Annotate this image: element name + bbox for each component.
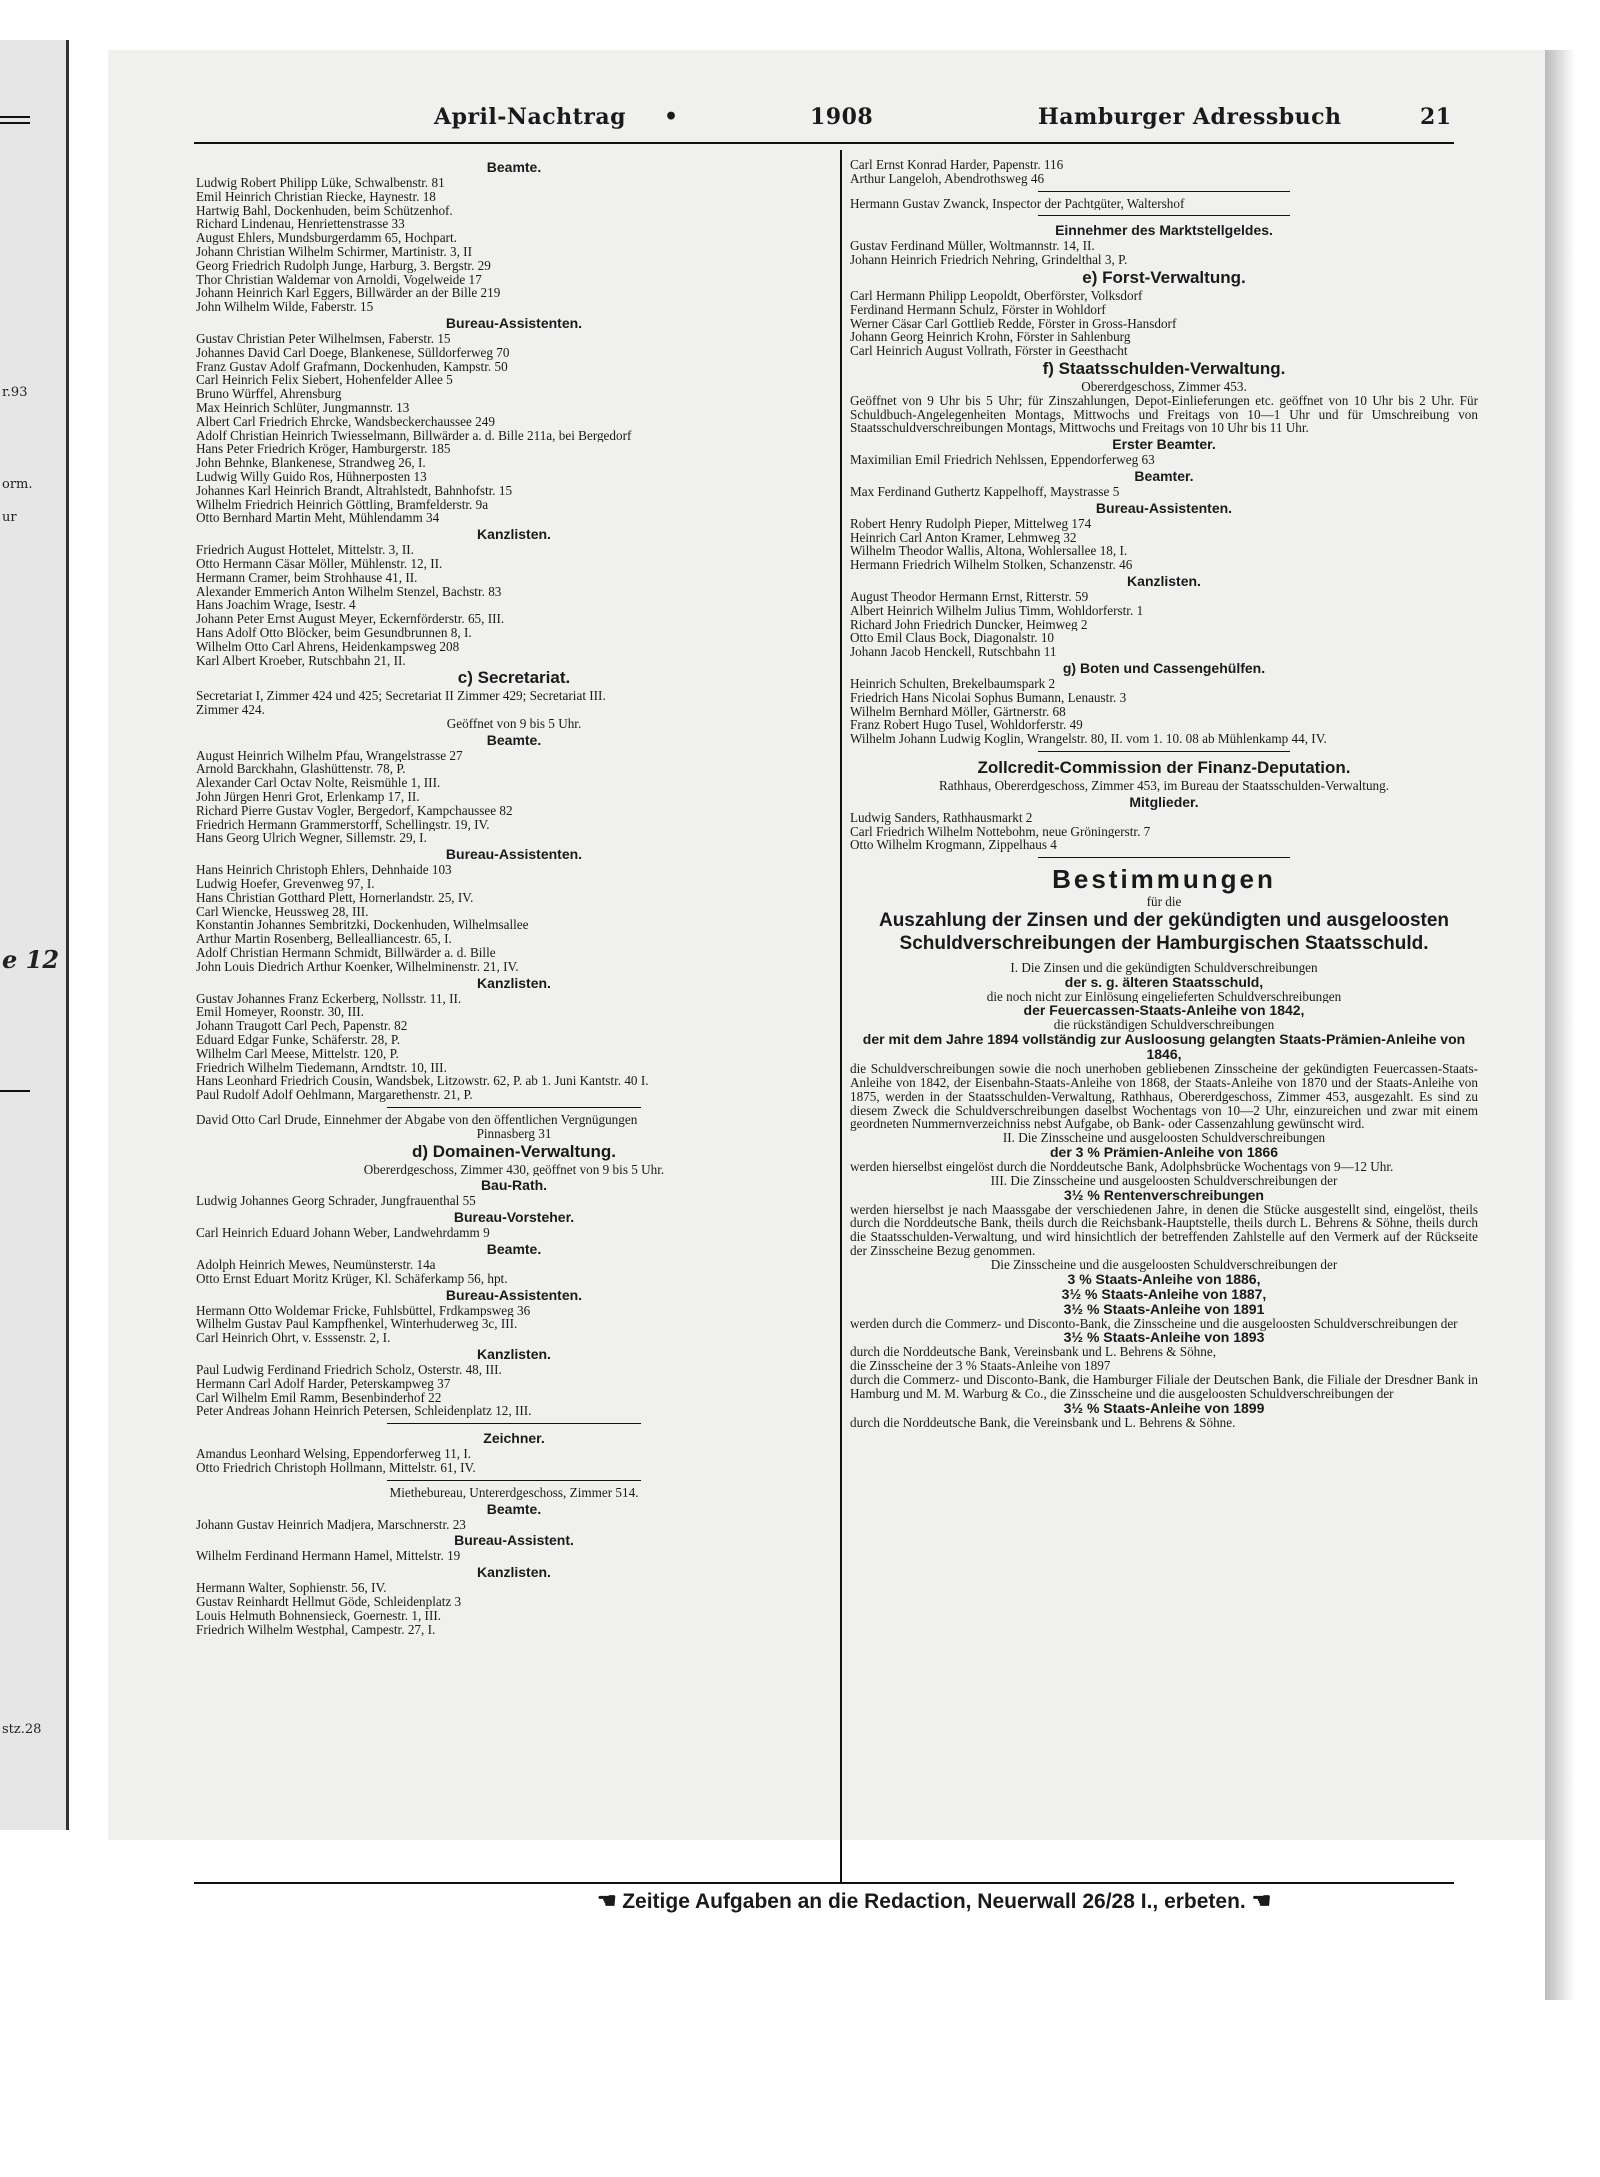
major-heading: Zollcredit-Commission der Finanz-Deputation. [977,757,1351,777]
entry-line: Arthur Martin Rosenberg, Bellealliancestr. 65, I. [196,932,452,947]
section-heading: Bureau-Assistenten. [1095,499,1233,516]
entry-line: Ludwig Willy Guido Ros, Hühnerposten 13 [196,469,427,484]
bestimmungen-title: Bestimmungen [1052,864,1276,895]
header-title: Hamburger Adressbuch [1038,104,1342,130]
section-heading: Beamte. [486,159,542,175]
section-heading: g) Boten und Cassengehülfen. [1062,659,1266,676]
bold-line: der s. g. älteren Staatsschuld, [1064,973,1264,990]
edge-rule [0,116,30,118]
entry-line: Max Heinrich Schlüter, Jungmannstr. 13 [196,400,410,415]
section-heading: Beamter. [1134,467,1194,484]
section-heading: Bureau-Assistent. [454,1532,574,1549]
entry-line: Hans Peter Friedrich Kröger, Hamburgerstr. 185 [196,442,451,457]
entry-line: Johann Heinrich Friedrich Nehring, Grindelthal 3, P. [850,253,1128,267]
section-rule [387,1480,641,1481]
entry-line: die Zinsscheine der 3 % Staats-Anleihe von 1897 [850,1359,1111,1374]
bold-heading: Auszahlung der Zinsen und der gekündigten und ausgeloosten Schuldverschreibungen der Hamburgischen Staatsschuld. [878,909,1450,954]
entry-line: Richard Pierre Gustav Vogler, Bergedorf, Kampchaussee 82 [196,803,513,818]
entry-line: Carl Friedrich Wilhelm Nottebohm, neue Gröningerstr. 7 [850,824,1151,839]
centered-line: Obererdgeschoss, Zimmer 453. [1081,379,1247,394]
section-rule [1038,191,1289,192]
section-heading: Bureau-Vorsteher. [453,1209,575,1226]
entry-line: Gustav Reinhardt Hellmut Göde, Schleidenplatz 3 [196,1594,462,1609]
paragraph: durch die Norddeutsche Bank, Vereinsbank und L. Behrens & Söhne, [850,1344,1216,1360]
paragraph: die Schuldverschreibungen sowie die noch unerhoben gebliebenen Zinsscheine der gekündigten Feuercassen-Staats-Anleihe von 1842, der Eisenbahn-Staats-Anleihe von 1868, der Staats-Anleihe von 1870 und der Staats-Anleihe von 1875, werden in der Staatsschulden-Verwaltung, Rathhaus, Obererdgeschoss, Zimmer 453, ausgezahlt. Es sind zu diesem Zweck die Schuldverschreibungen daselbst Wochentags von 10—2 Uhr, einzureichen und zwar mit einem geordneten Nummernverzeichniss nebst Aufgabe, ob Bank- oder Cassenzahlung gewünscht wird. [850,1061,1478,1132]
centered-line: die noch nicht zur Einlösung eingelieferten Schuldverschreibungen [986,989,1342,1004]
entry-line: Carl Wilhelm Emil Ramm, Besenbinderhof 22 [196,1390,442,1405]
centered-line: II. Die Zinsscheine und ausgeloosten Schuldverschreibungen [1002,1131,1326,1146]
footer-text: Zeitige Aufgaben an die Redaction, Neuerwall 26/28 I., erbeten. [622,1890,1246,1913]
subsection-heading: f) Staatsschulden-Verwaltung. [1042,358,1286,378]
entry-line: August Heinrich Wilhelm Pfau, Wrangelstrasse 27 [196,748,463,763]
entry-line: Richard Lindenau, Henriettenstrasse 33 [196,217,405,232]
entry-line: Hans Joachim Wrage, Isestr. 4 [196,598,356,613]
entry-line: Wilhelm Friedrich Heinrich Göttling, Bramfelderstr. 9a [196,497,489,512]
edge-text: orm. [2,477,33,492]
centered-line: Geöffnet von 9 bis 5 Uhr. [446,716,582,731]
section-rule [387,1423,641,1424]
entry-line: Hans Georg Ulrich Wegner, Sillemstr. 29, I. [196,831,427,846]
entry-line: Carl Heinrich August Vollrath, Förster in Geesthacht [850,344,1128,358]
entry-line: John Behnke, Blankenese, Strandweg 26, I. [196,456,426,470]
entry-line: Ludwig Johannes Georg Schrader, Jungfrauenthal 55 [196,1194,476,1209]
entry-line: Carl Heinrich Ohrt, v. Esssenstr. 2, I. [196,1331,391,1345]
entry-line: Hans Adolf Otto Blöcker, beim Gesundbrunnen 8, I. [196,625,472,640]
edge-text: ur [2,510,17,525]
section-heading: Einnehmer des Marktstellgeldes. [1055,222,1273,239]
section-heading: Mitglieder. [1129,793,1199,810]
entry-line: Franz Robert Hugo Tusel, Wohldorferstr. 49 [850,718,1083,733]
entry-line: Konstantin Johannes Sembritzki, Dockenhuden, Wilhelmsallee [196,918,529,933]
entry-line: Carl Ernst Konrad Harder, Papenstr. 116 [850,158,1064,172]
paragraph: werden hierselbst eingelöst durch die Norddeutsche Bank, Adolphsbrücke Wochentags von 9—12 Uhr. [850,1159,1394,1175]
section-heading: Erster Beamter. [1112,436,1216,453]
entry-line: Hans Leonhard Friedrich Cousin, Wandsbek, Litzowstr. 62, P. ab 1. Juni Kantstr. 40 I. [196,1074,649,1089]
entry-line: Zimmer 424. [196,703,265,717]
section-heading: Kanzlisten. [477,526,551,543]
entry-line: Emil Homeyer, Roonstr. 30, III. [196,1005,364,1020]
entry-line: Carl Wiencke, Heussweg 28, III. [196,904,369,919]
footer-rule [194,1882,1454,1884]
entry-line: Otto Wilhelm Krogmann, Zippelhaus 4 [850,838,1057,853]
entry-line: Amandus Leonhard Welsing, Eppendorferweg 11, I. [196,1447,472,1461]
entry-line: Maximilian Emil Friedrich Nehlssen, Eppendorferweg 63 [850,453,1155,467]
section-heading: Bau-Rath. [480,1177,548,1194]
entry-line: Alexander Emmerich Anton Wilhelm Stenzel, Bachstr. 83 [196,584,502,599]
binding-shadow [1545,50,1575,2000]
entry-line: August Ehlers, Mundsburgerdamm 65, Hochpart. [196,231,457,245]
entry-line: Otto Ernst Eduart Moritz Krüger, Kl. Schäferkamp 56, hpt. [196,1271,508,1286]
entry-line: Friedrich Wilhelm Westphal, Campestr. 27, I. [196,1622,436,1637]
entry-line: Bruno Würffel, Ahrensburg [196,387,342,401]
entry-line: Adolph Heinrich Mewes, Neumünsterstr. 14a [196,1258,436,1272]
entry-line: Paul Rudolf Adolf Oehlmann, Margarethenstr. 21, P. [196,1088,473,1103]
bold-line: 3 % Staats-Anleihe von 1886, [1067,1270,1261,1287]
entry-line: John Louis Diedrich Arthur Koenker, Wilhelminenstr. 21, IV. [196,959,519,974]
entry-line: Gustav Christian Peter Wilhelmsen, Faberstr. 15 [196,331,451,346]
entry-line: Carl Hermann Philipp Leopoldt, Oberförster, Volksdorf [850,288,1143,303]
entry-line: Ludwig Robert Philipp Lüke, Schwalbenstr. 81 [196,176,445,190]
header-left: April-Nachtrag [434,104,627,130]
bold-line: der 3 % Prämien-Anleihe von 1866 [1050,1144,1278,1161]
entry-line: Albert Heinrich Wilhelm Julius Timm, Wohldorferstr. 1 [850,603,1144,618]
entry-line: Heinrich Schulten, Brekelbaumspark 2 [850,676,1056,691]
entry-line: Gustav Johannes Franz Eckerberg, Nollsstr. 11, II. [196,991,462,1006]
entry-line: Hermann Gustav Zwanck, Inspector der Pachtgüter, Waltershof [850,196,1185,211]
entry-line: Johannes Karl Heinrich Brandt, Altrahlstedt, Bahnhofstr. 15 [196,483,513,498]
section-rule [1038,857,1289,858]
entry-line: Johann Peter Ernst August Meyer, Eckernförderstr. 65, III. [196,612,505,626]
entry-line: Hans Christian Gotthard Plett, Hornerlandstr. 25, IV. [196,890,474,905]
section-heading: Kanzlisten. [1127,572,1201,589]
header-year: 1908 [810,104,874,130]
entry-line: Robert Henry Rudolph Pieper, Mittelweg 174 [850,516,1092,531]
entry-line: Friedrich Wilhelm Tiedemann, Arndtstr. 10, III. [196,1060,447,1075]
centered-line: III. Die Zinsscheine und ausgeloosten Schuldverschreibungen der [990,1173,1338,1188]
header-dot: • [664,104,679,130]
centered-line: Rathhaus, Obererdgeschoss, Zimmer 453, im Bureau der Staatsschulden-Verwaltung. [938,778,1390,793]
entry-line: Johann Christian Wilhelm Schirmer, Martinistr. 3, II [196,244,472,259]
entry-line: Hans Heinrich Christoph Ehlers, Dehnhaide 103 [196,863,452,878]
entry-line: Adolf Christian Hermann Schmidt, Billwärder a. d. Bille [196,946,496,960]
entry-line: Gustav Ferdinand Müller, Woltmannstr. 14, II. [850,239,1095,254]
entry-line: John Jürgen Henri Grot, Erlenkamp 17, II. [196,790,420,804]
pointing-hand-icon: ☛ [596,1888,617,1913]
paragraph: werden hierselbst je nach Maassgabe der verschiedenen Jahre, in denen die Stücke ausgestellt sind, eingelöst, theils durch die Norddeutsche Bank, theils durch die Reichsbank-Hauptstelle, theils durch L. Behrens & Söhne, theils durch die Staatsschulden-Verwaltung, und wird hinsichtlich der betreffenden Zahlstelle auf den Vermerk auf der Rückseite der Zinsscheine Bezug genommen. [850,1201,1478,1259]
entry-line: Hermann Cramer, beim Strohhause 41, II. [196,570,418,585]
paragraph: Geöffnet von 9 Uhr bis 5 Uhr; für Zinszahlungen, Depot-Einlieferungen etc. geöffnet von 10 Uhr bis 2 Uhr. Für Schuldbuch-Angelegenheiten Montags, Mittwochs und Freitags von 10—1 Uhr und für Umschreibung von Staatsschuldverschreibungen Montags, Mittwochs und Freitags von 10 Uhr bis 11 Uhr. [850,392,1478,436]
entry-line: Peter Andreas Johann Heinrich Petersen, Schleidenplatz 12, III. [196,1404,532,1419]
section-heading: Zeichner. [483,1430,545,1447]
centered-line: I. Die Zinsen und die gekündigten Schuldverschreibungen [1010,960,1318,975]
entry-line: Wilhelm Carl Meese, Mittelstr. 120, P. [196,1046,399,1061]
centered-line: Miethebureau, Untererdgeschoss, Zimmer 514. [389,1485,639,1500]
bold-line: 3½ % Staats-Anleihe von 1899 [1063,1399,1265,1416]
bold-line: der mit dem Jahre 1894 vollständig zur Ausloosung gelangten Staats-Prämien-Anleihe von 1846, [862,1031,1466,1063]
entry-line: Hermann Carl Adolf Harder, Peterskampweg 37 [196,1376,451,1391]
edge-text: e 12 [2,945,60,974]
edge-text: stz.28 [2,1722,42,1737]
section-rule [387,1107,641,1108]
entry-line: Max Ferdinand Guthertz Kappelhoff, Maystrasse 5 [850,484,1120,499]
entry-line: Friedrich Hermann Grammerstorff, Schellingstr. 19, IV. [196,817,490,832]
subsection-heading: c) Secretariat. [457,668,571,688]
bold-line: 3½ % Rentenverschreibungen [1064,1186,1264,1203]
entry-line: Albert Carl Friedrich Ehrcke, Wandsbeckerchaussee 249 [196,414,495,429]
entry-line: Eduard Edgar Funke, Schäferstr. 28, P. [196,1033,400,1047]
entry-line: Ludwig Hoefer, Grevenweg 97, I. [196,877,375,891]
centered-line: die rückständigen Schuldverschreibungen [1053,1018,1275,1033]
entry-line: Johann Heinrich Karl Eggers, Billwärder an der Bille 219 [196,286,501,301]
entry-line: Carl Heinrich Felix Siebert, Hohenfelder Allee 5 [196,373,453,388]
right-column [850,158,1478,1429]
entry-line: Alexander Carl Octav Nolte, Reismühle 1, III. [196,776,441,791]
centered-line: Pinnasberg 31 [476,1126,552,1141]
entry-line: Secretariat I, Zimmer 424 und 425; Secretariat II Zimmer 429; Secretariat III. [196,689,606,704]
entry-line: Paul Ludwig Ferdinand Friedrich Scholz, Osterstr. 48, III. [196,1362,502,1377]
entry-line: Wilhelm Theodor Wallis, Altona, Wohlersallee 18, I. [850,544,1128,559]
entry-line: Hartwig Bahl, Dockenhuden, beim Schützenhof. [196,203,453,218]
section-heading: Kanzlisten. [477,974,551,991]
section-heading: Kanzlisten. [477,1345,551,1362]
entry-line: Franz Gustav Adolf Grafmann, Dockenhuden, Kampstr. 50 [196,359,508,374]
left-column [196,158,832,1636]
entry-line: Arthur Langeloh, Abendrothsweg 46 [850,171,1045,186]
entry-line: Hermann Walter, Sophienstr. 56, IV. [196,1581,387,1595]
entry-line: Georg Friedrich Rudolph Junge, Harburg, 3. Bergstr. 29 [196,258,491,273]
column-divider [840,150,842,1882]
section-heading: Beamte. [486,1241,542,1257]
entry-line: Arnold Barckhahn, Glashüttenstr. 78, P. [196,762,406,777]
entry-line: Otto Emil Claus Bock, Diagonalstr. 10 [850,631,1055,646]
bold-line: 3½ % Staats-Anleihe von 1887, [1061,1285,1267,1302]
section-heading: Bureau-Assistenten. [445,846,583,863]
entry-line: Johann Georg Heinrich Krohn, Förster in Sahlenburg [850,330,1131,345]
entry-line: Ludwig Sanders, Rathhausmarkt 2 [850,810,1033,825]
entry-line: durch die Norddeutsche Bank, die Vereinsbank und L. Behrens & Söhne. [850,1415,1236,1430]
header-rule [194,142,1454,144]
page-header [434,104,1452,138]
entry-line: Johann Jacob Henckell, Rutschbahn 11 [850,645,1057,659]
edge-text: r.93 [2,385,28,400]
bold-line: 3½ % Staats-Anleihe von 1893 [1063,1329,1265,1346]
entry-line: Louis Helmuth Bohnensieck, Goernestr. 1, III. [196,1608,442,1623]
entry-line: Adolf Christian Heinrich Twiesselmann, Billwärder a. d. Bille 211a, bei Bergedorf [196,428,632,443]
section-heading: Beamte. [486,731,542,748]
adjacent-page-edge [0,40,69,1830]
entry-line: Wilhelm Johann Ludwig Koglin, Wrangelstr. 80, II. vom 1. 10. 08 ab Mühlenkamp 44, IV. [850,732,1327,746]
entry-line: Johann Traugott Carl Pech, Papenstr. 82 [196,1019,408,1034]
entry-line: Thor Christian Waldemar von Arnoldi, Vogelweide 17 [196,272,482,287]
entry-line: Richard John Friedrich Duncker, Heimweg 2 [850,617,1088,632]
bold-line: 3½ % Staats-Anleihe von 1891 [1063,1300,1265,1317]
centered-line: Die Zinsscheine und die ausgeloosten Schuldverschreibungen der [990,1257,1338,1272]
section-heading: Kanzlisten. [477,1564,551,1581]
page-number: 21 [1420,104,1452,130]
entry-line: Wilhelm Ferdinand Hermann Hamel, Mittelstr. 19 [196,1549,461,1564]
footer-notice [434,1888,1434,1914]
entry-line: Carl Heinrich Eduard Johann Weber, Landwehrdamm 9 [196,1226,490,1240]
centered-line: für die [1146,895,1182,909]
entry-line: Wilhelm Bernhard Möller, Gärtnerstr. 68 [850,704,1066,719]
entry-line: Friedrich August Hottelet, Mittelstr. 3, II. [196,543,414,557]
entry-line: Johann Gustav Heinrich Madjera, Marschnerstr. 23 [196,1517,466,1532]
entry-line: John Wilhelm Wilde, Faberstr. 15 [196,300,374,314]
section-rule [1038,215,1289,216]
entry-line: Emil Heinrich Christian Riecke, Haynestr. 18 [196,189,436,204]
entry-line: Hermann Friedrich Wilhelm Stolken, Schanzenstr. 46 [850,558,1133,572]
section-heading: Bureau-Assistenten. [445,314,583,331]
entry-line: Heinrich Carl Anton Kramer, Lehmweg 32 [850,530,1077,545]
entry-line: Hermann Otto Woldemar Fricke, Fuhlsbüttel, Frdkampsweg 36 [196,1303,531,1318]
entry-line: Friedrich Hans Nicolai Sophus Bumann, Lenaustr. 3 [850,690,1127,705]
bold-line: der Feuercassen-Staats-Anleihe von 1842, [1023,1002,1305,1019]
entry-line: Otto Hermann Cäsar Möller, Mühlenstr. 12, II. [196,556,443,571]
entry-line: Werner Cäsar Carl Gottlieb Redde, Förster in Gross-Hansdorf [850,316,1177,331]
section-heading: Bureau-Assistenten. [445,1286,583,1303]
entry-line: Karl Albert Kroeber, Rutschbahn 21, II. [196,653,406,668]
entry-line: Johannes David Carl Doege, Blankenese, Sülldorferweg 70 [196,345,510,360]
paragraph: durch die Commerz- und Disconto-Bank, die Hamburger Filiale der Deutschen Bank, die Filiale der Dresdner Bank in Hamburg und M. M. Warburg & Co., die Zinsscheine und die ausgeloosten Schuldverschreibungen der [850,1372,1478,1401]
entry-line: Otto Friedrich Christoph Hollmann, Mittelstr. 61, IV. [196,1460,476,1475]
centered-line: Obererdgeschoss, Zimmer 430, geöffnet von 9 bis 5 Uhr. [363,1162,665,1177]
entry-line: Wilhelm Gustav Paul Kampfhenkel, Winterhuderweg 3c, III. [196,1317,518,1332]
paragraph: werden durch die Commerz- und Disconto-Bank, die Zinsscheine und die ausgeloosten Schuldverschreibungen der [850,1315,1458,1331]
entry-line: Wilhelm Otto Carl Ahrens, Heidenkampsweg 208 [196,639,460,654]
entry-line: Ferdinand Hermann Schulz, Förster in Wohldorf [850,302,1106,317]
entry-line: David Otto Carl Drude, Einnehmer der Abgabe von den öffentlichen Vergnügungen [196,1113,638,1127]
pointing-hand-icon: ☚ [1251,1888,1272,1913]
entry-line: Otto Bernhard Martin Meht, Mühlendamm 34 [196,511,440,526]
entry-line: August Theodor Hermann Ernst, Ritterstr. 59 [850,589,1089,604]
section-rule [1038,751,1289,752]
subsection-heading: d) Domainen-Verwaltung. [411,1141,617,1161]
subsection-heading: e) Forst-Verwaltung. [1082,267,1246,287]
edge-rule [0,122,30,124]
edge-rule [0,1090,30,1092]
section-heading: Beamte. [486,1500,542,1517]
